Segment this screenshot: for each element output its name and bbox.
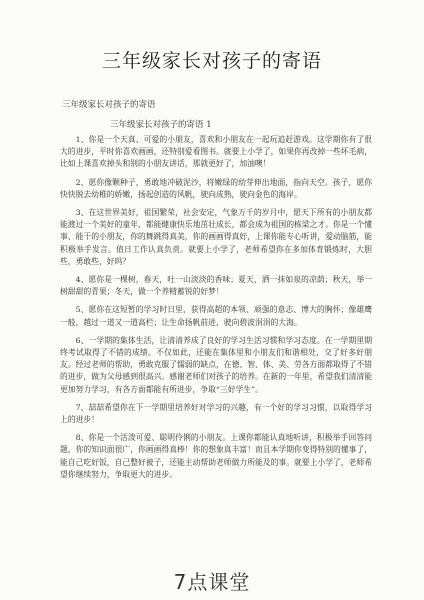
page-title: 三年级家长对孩子的寄语 — [101, 50, 322, 72]
paragraph: 7、喆喆希望你在下一学期里培养好对学习的兴趣，有一个好的学习习惯，以取得学习上的进步！ — [60, 402, 372, 425]
paragraph-list — [60, 134, 372, 487]
paragraph: 3、在这世界美好，祖国繁荣，社会安定，气象万千的岁月中，愿天下所有的小朋友都能渡过一个美好的童年，都能健康快乐地茁壮成长，都会成为祖国的栋梁之才。你是一个懂事、能干的小朋友，你的舞跳得真美，你的画画得真好，上课你能专心听讲，爱动脑筋，能积极举手发言。值日工作认真负责。就要上小学了，老师希望你在多加体育锻炼时，大胆些，勇敢些，好吗？ — [60, 208, 372, 266]
watermark-text: 7点课堂 — [173, 570, 251, 594]
paragraph: 5、愿你在这短暂的学习时日里，获得高超的本领、顽强的意志、博大的胸怀；像雄鹰一般，越过一道又一道高栏；让生命扬帆前进，驶向碧波涓涓的大海。 — [60, 305, 372, 327]
paragraph: 6、一学期的集体生活，让清清养成了良好的学习生活习惯和学习态度。在一学期里期终考试取得了不错的成绩。不仅如此，还能在集体里和小朋友们和谐相处，交了好多好朋友。经过老师的帮助，勇敢克服了懦弱的缺点，在德、智、体、美、劳各方面都取得了不错的进步，做为父母感到很高兴。感谢老师们对孩子的培养。在新的一年里，希望我们清清能更加努力学习，有各方面都能有所进步，争取“三好学生”。 — [60, 335, 372, 394]
paragraph: 8、你是一个活泼可爱、聪明伶俐的小朋友。上课你都能认真地听讲，积极举手回答问题，你的知识面很广，你画画得真棒！你的想象真丰富！而且本学期你变得特别的懂事了，能自己吃好饭，自己整好被子，还能主动帮助老师做力所能及的事。就要上小学了，老师希望你继续努力，争取更大的进步。 — [60, 433, 372, 479]
paragraph: 4、愿你是一棵树，春天，吐一山淡淡的香味；夏天，洒一抹如泉的凉荫；秋天，举一树甜甜的青果；冬天，做一个养精蓄锐的好梦！ — [60, 275, 372, 297]
paragraph: 2、愿你像颗种子，勇敢地冲破泥沙，将嫩绿的幼芽伸出地面，指向天空。孩子，愿你快快脱去幼稚的娇嫩，扬起创造的风帆，驶向成熟，驶向金色的海岸。 — [60, 177, 372, 199]
document-subtitle: 三年级家长对孩子的寄语 — [62, 100, 156, 110]
section-heading: 三年级家长对孩子的寄语 1 — [110, 120, 212, 130]
paragraph: 1、你是一个天真、可爱的小朋友，喜欢和小朋友在一起玩追赶游戏。这学期你有了很大的进步，平时你喜欢画画，还特别爱看图书。就要上小学了，如果你再改掉一些坏毛病，比如上课喜欢掉头和别的小朋友讲话，那就更好了，加油噢！ — [60, 135, 372, 169]
